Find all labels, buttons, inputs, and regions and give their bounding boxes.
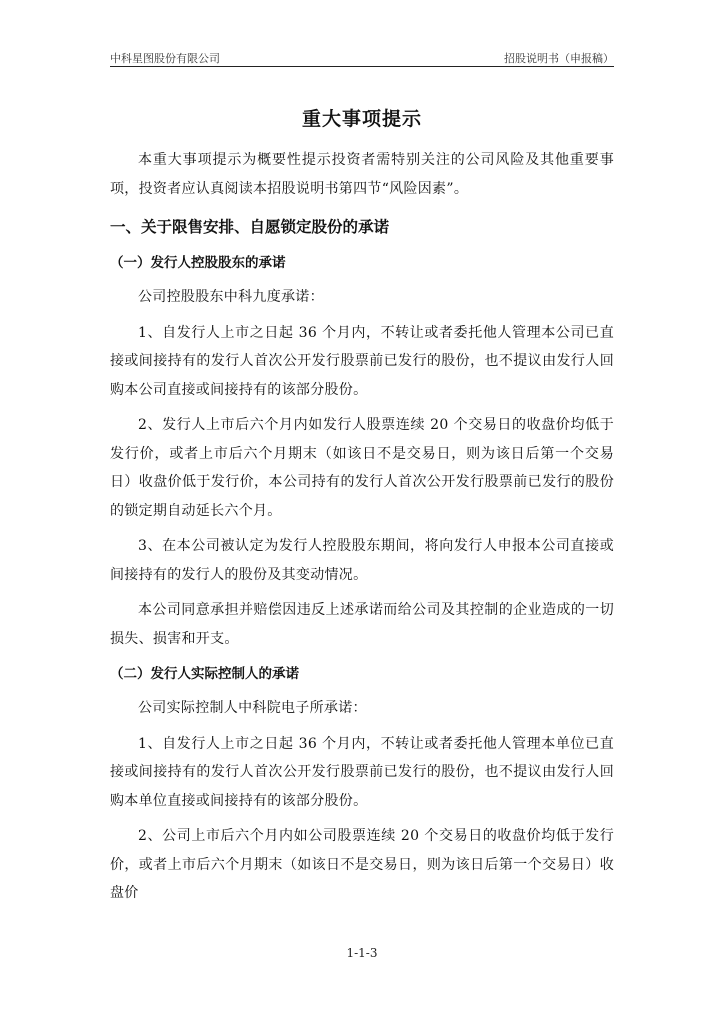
page-title: 重大事项提示	[301, 108, 422, 130]
actual-controller-intro: 公司实际控制人中科院电子所承诺：	[138, 700, 367, 716]
controlling-shareholder-item-3: 3、在本公司被认定为发行人控股股东期间，将向发行人申报本公司直接或间接持有的发行人的股份及其变动情况。	[110, 538, 614, 583]
actual-controller-item-2: 2、公司上市后六个月内如公司股票连续 20 个交易日的收盘价均低于发行价，或者上市后六个月期末（如该日不是交易日，则为该日后第一个交易日）收盘价	[110, 828, 614, 901]
subsection-heading-actual-controller: （二）发行人实际控制人的承诺	[110, 666, 299, 682]
controlling-shareholder-intro: 公司控股股东中科九度承诺：	[138, 289, 324, 305]
controlling-shareholder-item-1: 1、自发行人上市之日起 36 个月内，不转让或者委托他人管理本公司已直接或间接持有的发行人首次公开发行股票前已发行的股份，也不提议由发行人回购本公司直接或间接持有的该部分股份。	[110, 324, 614, 398]
actual-controller-item-1: 1、自发行人上市之日起 36 个月内，不转让或者委托他人管理本单位已直接或间接持有的发行人首次公开发行股票前已发行的股份，也不提议由发行人回购本单位直接或间接持有的该部分股份。	[110, 735, 614, 809]
page-header	[110, 50, 614, 66]
header-document-type: 招股说明书（申报稿）	[504, 52, 614, 65]
page-number: 1-1-3	[346, 946, 378, 960]
main-content	[110, 146, 614, 915]
section-heading-lockup-commitments: 一、关于限售安排、自愿锁定股份的承诺	[110, 218, 390, 236]
header-company-name: 中科星图股份有限公司	[110, 52, 220, 65]
header-divider	[110, 66, 614, 67]
controlling-shareholder-closing: 本公司同意承担并赔偿因违反上述承诺而给公司及其控制的企业造成的一切损失、损害和开支。	[110, 602, 614, 647]
controlling-shareholder-item-2: 2、发行人上市后六个月内如发行人股票连续 20 个交易日的收盘价均低于发行价，或者上市后六个月期末（如该日不是交易日，则为该日后第一个交易日）收盘价低于发行价，本公司持有的发行人首次公开发行股票前已发行的股份的锁定期自动延长六个月。	[110, 417, 614, 519]
subsection-heading-controlling-shareholder: （一）发行人控股股东的承诺	[110, 255, 286, 271]
intro-paragraph: 本重大事项提示为概要性提示投资者需特别关注的公司风险及其他重要事项，投资者应认真阅读本招股说明书第四节“风险因素”。	[110, 152, 614, 197]
